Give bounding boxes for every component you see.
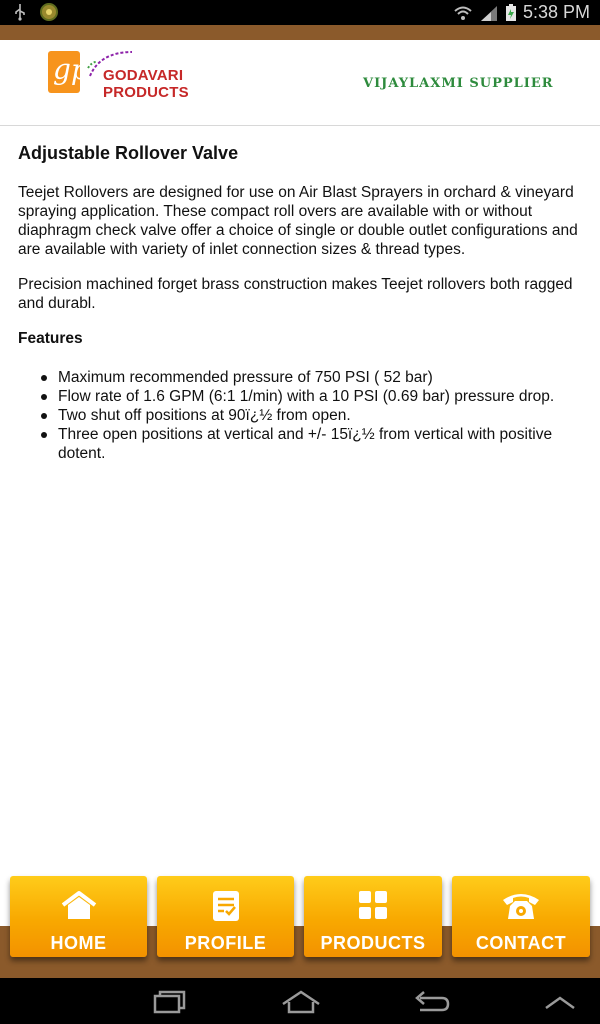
home-icon xyxy=(60,890,98,922)
list-item: Two shut off positions at 90ï¿½ from open. xyxy=(58,406,583,425)
profile-document-icon xyxy=(211,890,241,922)
description-paragraph-2: Precision machined forget brass construction makes Teejet rollovers both ragged and durabl. xyxy=(18,276,573,312)
features-list xyxy=(18,368,583,463)
logo-wordmark: GODAVARI PRODUCTS xyxy=(103,67,189,101)
profile-button[interactable] xyxy=(157,876,294,957)
chevron-up-icon[interactable] xyxy=(544,990,576,1014)
products-label: PRODUCTS xyxy=(320,933,426,953)
list-item: Maximum recommended pressure of 750 PSI ( 52 bar) xyxy=(58,368,583,387)
supplier-name: VIJAYLAXMI SUPPLIER xyxy=(363,76,554,91)
battery-icon xyxy=(505,4,517,22)
features-heading: Features xyxy=(18,330,83,347)
products-grid-icon xyxy=(358,890,388,920)
contact-label: CONTACT xyxy=(475,933,567,953)
products-button[interactable] xyxy=(304,876,442,957)
system-navigation-bar xyxy=(0,978,600,1024)
home-system-icon[interactable] xyxy=(280,990,322,1014)
list-item: Flow rate of 1.6 GPM (6:1 1/min) with a 10 PSI (0.69 bar) pressure drop. xyxy=(58,387,583,406)
description-paragraph-1: Teejet Rollovers are designed for use on Air Blast Sprayers in orchard & vineyard spraying application. These compact roll overs are available with or without diaphragm check valve offer a choice of single or double outlet configurations and are available with variety of inlet connection sizes & thread types. xyxy=(18,184,578,258)
app-notification-icon xyxy=(40,3,58,21)
page-title: Adjustable Rollover Valve xyxy=(18,143,239,163)
home-label: HOME xyxy=(50,933,107,953)
product-detail xyxy=(18,144,583,463)
recent-apps-icon[interactable] xyxy=(152,990,188,1014)
header-stripe xyxy=(0,25,600,40)
status-time: 5:38 PM xyxy=(522,2,590,22)
profile-label: PROFILE xyxy=(184,933,267,953)
godavari-logo-icon[interactable]: gp xyxy=(48,51,80,93)
home-button[interactable] xyxy=(10,876,147,957)
status-bar xyxy=(0,0,600,25)
contact-button[interactable] xyxy=(452,876,590,957)
list-item: Three open positions at vertical and +/- 15ï¿½ from vertical with positive dotent. xyxy=(58,425,583,463)
telephone-icon xyxy=(501,890,541,922)
wifi-icon xyxy=(453,4,473,22)
usb-icon xyxy=(12,3,28,21)
back-icon[interactable] xyxy=(412,990,450,1014)
app-header xyxy=(0,40,600,126)
cell-signal-icon xyxy=(479,4,499,22)
bottom-nav xyxy=(0,876,600,966)
